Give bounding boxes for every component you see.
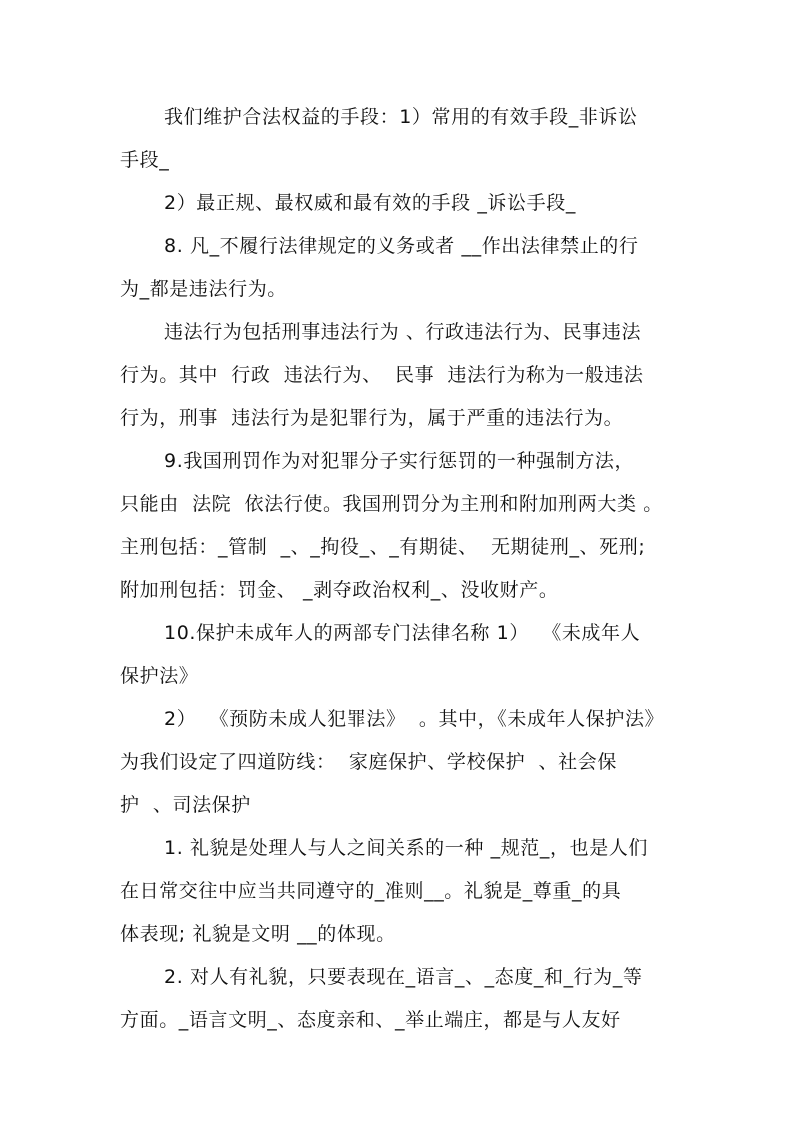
text-line: 体表现; 礼貌是文明 __的体现。	[120, 923, 396, 945]
paragraph-litigation	[120, 182, 680, 225]
text-line: 护 、司法保护	[120, 794, 251, 816]
text-line: 附加刑包括：罚金、 _剥夺政治权利_、没收财产。	[120, 579, 559, 601]
text-line: 2） 《预防未成人犯罪法》 。其中，《未成年人保护法》	[164, 708, 665, 730]
paragraph-legal-means	[120, 96, 680, 182]
text-line: 行为。其中 行政 违法行为、 民事 违法行为称为一般违法	[120, 364, 644, 386]
text-line: 为_都是违法行为。	[120, 278, 287, 300]
text-line: 2. 对人有礼貌，只要表现在_语言_、_态度_和_行为_等	[164, 966, 643, 988]
text-line: 主刑包括：_管制 _、_拘役_、_有期徒、 无期徒刑_、死刑;	[120, 536, 646, 558]
text-line: 2）最正规、最权威和最有效的手段 _诉讼手段_	[164, 192, 576, 214]
text-line: 只能由 法院 依法行使。我国刑罚分为主刑和附加刑两大类 。	[120, 493, 663, 515]
text-line: 方面。_语言文明_、态度亲和、_举止端庄，都是与人友好	[120, 1009, 621, 1031]
paragraph-minor-laws	[120, 612, 680, 698]
text-line: 在日常交往中应当共同遵守的_准则__。礼貌是_尊重_的具	[120, 880, 622, 902]
text-line: 手段_	[120, 149, 170, 171]
paragraph-courtesy	[120, 827, 680, 956]
text-line: 我们维护合法权益的手段：1）常用的有效手段_非诉讼	[164, 106, 638, 128]
paragraph-penalties	[120, 440, 680, 612]
text-line: 1. 礼貌是处理人与人之间关系的一种 _规范_，也是人们	[164, 837, 649, 859]
paragraph-illegal-acts	[120, 225, 680, 311]
paragraph-illegal-types	[120, 311, 680, 440]
text-line: 为我们设定了四道防线： 家庭保护、学校保护 、社会保	[120, 751, 617, 773]
paragraph-four-defenses	[120, 698, 680, 827]
paragraph-courtesy-expression	[120, 956, 680, 1042]
text-line: 保护法》	[120, 665, 199, 687]
text-line: 行为，刑事 违法行为是犯罪行为，属于严重的违法行为。	[120, 407, 624, 429]
text-line: 9.我国刑罚作为对犯罪分子实行惩罚的一种强制方法，	[164, 450, 635, 472]
text-line: 10.保护未成年人的两部专门法律名称 1） 《未成年人	[164, 622, 641, 644]
text-line: 8. 凡_不履行法律规定的义务或者 __作出法律禁止的行	[164, 235, 639, 257]
text-line: 违法行为包括刑事违法行为 、行政违法行为、民事违法	[164, 321, 642, 343]
